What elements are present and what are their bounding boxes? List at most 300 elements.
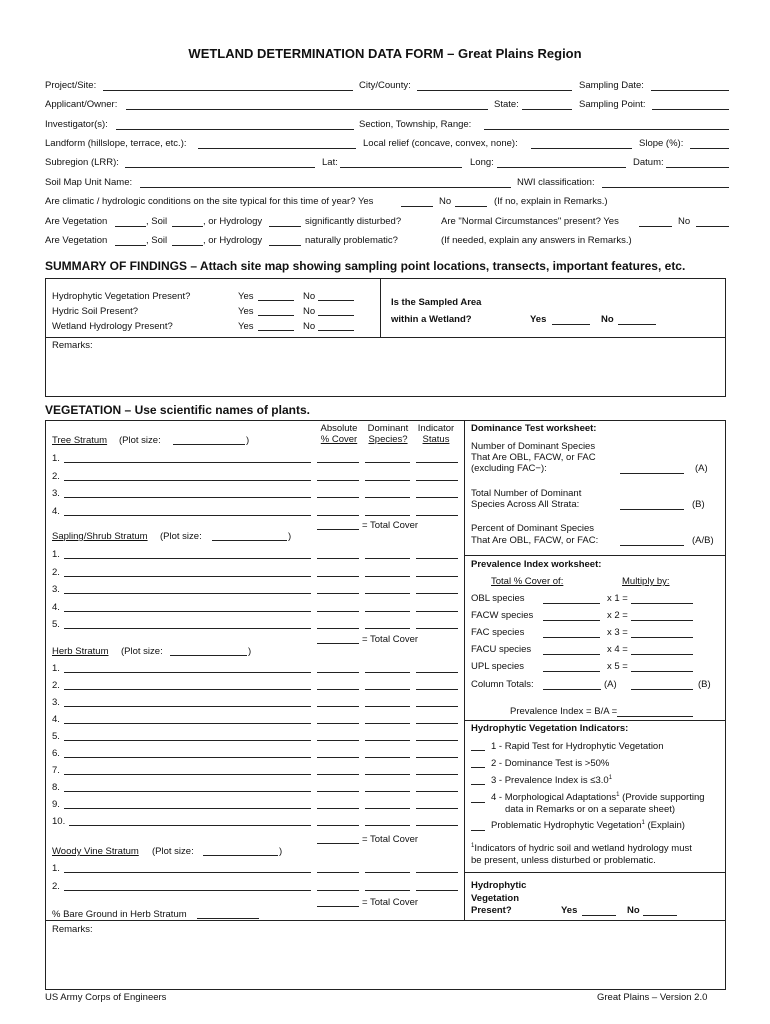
climatic-no-label: No xyxy=(439,196,452,207)
herb-row-number: 7. xyxy=(52,765,60,776)
tree-dominant-field[interactable] xyxy=(365,462,410,463)
vegetation-vdivider xyxy=(464,420,465,920)
herb-species-field[interactable] xyxy=(69,825,311,826)
dominance-a-3: (excluding FAC−): xyxy=(471,463,547,474)
sapling-indicator-field[interactable] xyxy=(416,593,458,594)
prevalence-cover-field[interactable] xyxy=(543,654,600,655)
herb-species-field[interactable] xyxy=(64,774,311,775)
tree-dominant-field[interactable] xyxy=(365,480,410,481)
woody-cover-field[interactable] xyxy=(317,872,359,873)
herb-plot-label: (Plot size: xyxy=(121,646,163,657)
summary-vdivider xyxy=(380,278,381,337)
woody-total-field[interactable] xyxy=(317,906,359,907)
herb-indicator-field[interactable] xyxy=(416,672,458,673)
indicator-5-check[interactable] xyxy=(471,830,485,831)
sapling-dominant-field[interactable] xyxy=(365,593,410,594)
prevalence-multiplier: x 1 = xyxy=(607,593,628,604)
tree-dominant-field[interactable] xyxy=(365,515,410,516)
datum-label: Datum: xyxy=(633,157,664,168)
herb-cover-field[interactable] xyxy=(317,808,359,809)
city-county-label: City/County: xyxy=(359,80,411,91)
dominance-b-field[interactable] xyxy=(620,509,684,510)
sampled-no-field[interactable] xyxy=(618,324,656,325)
prevalence-product-field[interactable] xyxy=(631,637,693,638)
state-label: State: xyxy=(494,99,519,110)
slope-label: Slope (%): xyxy=(639,138,684,149)
woody-cover-field[interactable] xyxy=(317,890,359,891)
prevalence-col-a: Total % Cover of: xyxy=(491,576,564,587)
dominance-title: Dominance Test worksheet: xyxy=(471,423,597,434)
sapling-species-field[interactable] xyxy=(64,628,311,629)
herb-cover-field[interactable] xyxy=(317,706,359,707)
summary-veg-yes: Yes xyxy=(238,291,254,302)
hydrophytic-yes-label: Yes xyxy=(561,905,578,916)
prevalence-cover-field[interactable] xyxy=(543,671,600,672)
sampled-area-label-1: Is the Sampled Area xyxy=(391,297,482,308)
herb-dominant-field[interactable] xyxy=(365,757,410,758)
herb-indicator-field[interactable] xyxy=(416,740,458,741)
prevalence-cover-field[interactable] xyxy=(543,637,600,638)
woody-indicator-field[interactable] xyxy=(416,890,458,891)
sapling-row-number: 4. xyxy=(52,601,60,613)
applicant-label: Applicant/Owner: xyxy=(45,99,118,110)
herb-species-field[interactable] xyxy=(64,689,311,690)
tree-plot-label: (Plot size: xyxy=(119,435,161,446)
sapling-species-field[interactable] xyxy=(64,593,311,594)
herb-dominant-field[interactable] xyxy=(365,706,410,707)
herb-dominant-field[interactable] xyxy=(365,791,410,792)
tree-total-label: = Total Cover xyxy=(362,520,419,531)
woody-plot-label: (Plot size: xyxy=(152,846,194,857)
indicator-2-label: 2 - Dominance Test is >50% xyxy=(491,758,610,769)
local-relief-field[interactable] xyxy=(531,148,632,149)
indicator-3-sup: 1 xyxy=(608,775,613,781)
column-totals-label: Column Totals: xyxy=(471,679,534,690)
indicator-1-check[interactable] xyxy=(471,750,485,751)
herb-species-field[interactable] xyxy=(64,740,311,741)
summary-soil-no: No xyxy=(303,306,316,317)
woody-indicator-field[interactable] xyxy=(416,872,458,873)
indicator-5-sup: 1 xyxy=(641,820,645,826)
summary-soil-no-field[interactable] xyxy=(318,315,354,316)
indicator-4-check[interactable] xyxy=(471,802,485,803)
herb-indicator-field[interactable] xyxy=(416,774,458,775)
indicator-4-label-2: data in Remarks or on a separate sheet) xyxy=(505,804,676,815)
slope-field[interactable] xyxy=(690,148,729,149)
normal-yes-field[interactable] xyxy=(639,226,672,227)
sapling-stratum-label: Sapling/Shrub Stratum xyxy=(52,531,148,542)
herb-species-field[interactable] xyxy=(64,808,311,809)
dominance-a-1: Number of Dominant Species xyxy=(471,441,596,452)
dominance-divider xyxy=(464,555,726,556)
indicator-3-check[interactable] xyxy=(471,784,485,785)
col-absolute-1: Absolute xyxy=(320,423,358,434)
climatic-no-field[interactable] xyxy=(455,206,487,207)
tree-cover-field[interactable] xyxy=(317,462,359,463)
prevalence-index-label: Prevalence Index = B/A = xyxy=(510,706,618,717)
herb-plot-close: ) xyxy=(248,646,252,657)
herb-row-number: 4. xyxy=(52,714,60,725)
herb-cover-field[interactable] xyxy=(317,774,359,775)
sapling-total-field[interactable] xyxy=(317,643,359,644)
sapling-plot-field[interactable] xyxy=(212,540,287,541)
summary-hydro-label: Wetland Hydrology Present? xyxy=(52,321,173,332)
state-field[interactable] xyxy=(522,109,572,110)
tree-stratum-label: Tree Stratum xyxy=(52,435,108,446)
tree-row-number: 3. xyxy=(52,488,60,499)
prevalence-row-label: OBL species xyxy=(471,593,525,604)
col-indicator-1: Indicator xyxy=(417,423,455,434)
summary-hydro-no-field[interactable] xyxy=(318,330,354,331)
footer-right: Great Plains – Version 2.0 xyxy=(597,992,708,1003)
datum-field[interactable] xyxy=(666,167,729,168)
prevalence-title: Prevalence Index worksheet: xyxy=(471,559,602,570)
summary-hydro-yes-field[interactable] xyxy=(258,330,294,331)
indicator-5-label: Problematic Hydrophytic Vegetation$^1$ (Explain) xyxy=(491,820,685,832)
indicator-4-sup: 1 xyxy=(616,792,620,798)
prevalence-multiplier: x 5 = xyxy=(607,661,628,672)
summary-veg-label: Hydrophytic Vegetation Present? xyxy=(52,291,191,302)
herb-cover-field[interactable] xyxy=(317,689,359,690)
herb-cover-field[interactable] xyxy=(317,757,359,758)
sampling-date-label: Sampling Date: xyxy=(579,80,644,91)
dominance-a-2: That Are OBL, FACW, or FAC xyxy=(471,452,596,463)
bare-ground-field[interactable] xyxy=(197,918,259,919)
summary-divider xyxy=(45,337,726,338)
indicator-4-label: 4 - Morphological Adaptations$^1$ (Provide supporting xyxy=(491,792,705,804)
column-totals-b-field[interactable] xyxy=(631,689,693,690)
hydrophytic-yes-field[interactable] xyxy=(582,915,616,916)
sapling-plot-label: (Plot size: xyxy=(160,531,202,542)
sampling-point-field[interactable] xyxy=(652,109,729,110)
tree-species-field[interactable] xyxy=(64,480,311,481)
herb-indicator-field[interactable] xyxy=(416,757,458,758)
herb-cover-field[interactable] xyxy=(317,791,359,792)
herb-species-field[interactable] xyxy=(64,706,311,707)
dominance-a-tag: (A) xyxy=(695,463,708,474)
climatic-question: Are climatic / hydrologic conditions on the site typical for this time of year? Yes xyxy=(45,196,374,207)
dominance-c-2: That Are OBL, FACW, or FAC: xyxy=(471,535,599,546)
form-title: WETLAND DETERMINATION DATA FORM – Great Plains Region xyxy=(188,46,582,61)
column-totals-b-tag: (B) xyxy=(698,679,711,690)
sapling-dominant-field[interactable] xyxy=(365,611,410,612)
indicators-note-2: be present, unless disturbed or problematic. xyxy=(471,855,656,866)
sapling-dominant-field[interactable] xyxy=(365,628,410,629)
col-indicator-2: Status xyxy=(422,434,450,445)
summary-hydro-no: No xyxy=(303,321,316,332)
hydro-disturbed-label: , or Hydrology xyxy=(203,216,263,227)
veg-disturbed-field[interactable] xyxy=(115,226,146,227)
herb-dominant-field[interactable] xyxy=(365,723,410,724)
sapling-indicator-field[interactable] xyxy=(416,628,458,629)
woody-species-field[interactable] xyxy=(64,872,311,873)
sapling-indicator-field[interactable] xyxy=(416,558,458,559)
dominance-c-field[interactable] xyxy=(620,545,684,546)
sapling-row-number: 2. xyxy=(52,566,60,578)
dominance-b-tag: (B) xyxy=(692,499,705,510)
herb-species-field[interactable] xyxy=(64,723,311,724)
summary-veg-no-field[interactable] xyxy=(318,300,354,301)
long-field[interactable] xyxy=(497,167,626,168)
woody-dominant-field[interactable] xyxy=(365,890,410,891)
sapling-row-number: 3. xyxy=(52,584,60,595)
herb-cover-field[interactable] xyxy=(317,825,359,826)
soil-map-field[interactable] xyxy=(140,187,511,188)
sampled-no-label: No xyxy=(601,314,614,325)
sampling-date-field[interactable] xyxy=(651,90,729,91)
investigators-field[interactable] xyxy=(116,129,354,130)
lat-label: Lat: xyxy=(322,157,338,168)
prevalence-product-field[interactable] xyxy=(631,603,693,604)
normal-no-field[interactable] xyxy=(696,226,729,227)
indicators-divider xyxy=(464,872,726,873)
herb-row-number: 10. xyxy=(52,816,66,827)
project-site-label: Project/Site: xyxy=(45,80,97,91)
herb-row-number: 9. xyxy=(52,799,60,810)
city-county-field[interactable] xyxy=(417,90,572,91)
hydro-disturbed-field[interactable] xyxy=(269,226,301,227)
problematic-text: naturally problematic? xyxy=(305,235,398,246)
soil-problematic-field[interactable] xyxy=(172,245,203,246)
footer-left: US Army Corps of Engineers xyxy=(45,992,167,1003)
project-site-field[interactable] xyxy=(103,90,353,91)
hydro-problematic-field[interactable] xyxy=(269,245,301,246)
tree-species-field[interactable] xyxy=(64,462,311,463)
vegetation-heading: VEGETATION – Use scientific names of plants. xyxy=(45,403,310,417)
prevalence-multiplier: x 4 = xyxy=(607,644,628,655)
herb-total-field[interactable] xyxy=(317,843,359,844)
sapling-plot-close: ) xyxy=(288,531,292,542)
veg-disturbed-label: Are Vegetation xyxy=(45,216,108,227)
herb-row-number: 1. xyxy=(52,663,60,674)
woody-row-number: 2. xyxy=(52,880,60,892)
sapling-cover-field[interactable] xyxy=(317,593,359,594)
woody-total-label: = Total Cover xyxy=(362,897,419,908)
herb-dominant-field[interactable] xyxy=(365,672,410,673)
herb-cover-field[interactable] xyxy=(317,723,359,724)
tree-plot-close: ) xyxy=(246,435,250,446)
herb-dominant-field[interactable] xyxy=(365,808,410,809)
sapling-row-number: 1. xyxy=(52,549,60,560)
summary-remarks-area[interactable] xyxy=(52,350,722,394)
prevalence-cover-field[interactable] xyxy=(543,620,600,621)
landform-field[interactable] xyxy=(198,148,356,149)
sapling-cover-field[interactable] xyxy=(317,628,359,629)
tree-dominant-field[interactable] xyxy=(365,497,410,498)
herb-stratum-label: Herb Stratum xyxy=(52,646,109,657)
normal-no-label: No xyxy=(678,216,691,227)
summary-heading: SUMMARY OF FINDINGS – Attach site map showing sampling point locations, transects, important features, etc. xyxy=(45,259,686,273)
herb-indicator-field[interactable] xyxy=(416,791,458,792)
section-field[interactable] xyxy=(484,129,729,130)
herb-row-number: 5. xyxy=(52,731,60,742)
herb-indicator-field[interactable] xyxy=(416,825,458,826)
local-relief-label: Local relief (concave, convex, none): xyxy=(363,138,518,149)
woody-row-number: 1. xyxy=(52,863,60,874)
herb-dominant-field[interactable] xyxy=(365,825,410,826)
subregion-label: Subregion (LRR): xyxy=(45,157,119,168)
prevalence-cover-field[interactable] xyxy=(543,603,600,604)
tree-cover-field[interactable] xyxy=(317,515,359,516)
tree-row-number: 2. xyxy=(52,470,60,482)
woody-stratum-label: Woody Vine Stratum xyxy=(52,846,139,857)
hydrophytic-label-2: Vegetation xyxy=(471,893,520,904)
summary-soil-label: Hydric Soil Present? xyxy=(52,306,139,317)
lat-field[interactable] xyxy=(340,167,462,168)
woody-dominant-field[interactable] xyxy=(365,872,410,873)
woody-plot-field[interactable] xyxy=(203,855,278,856)
hydrophytic-no-field[interactable] xyxy=(643,915,677,916)
herb-row-number: 2. xyxy=(52,680,60,691)
sapling-cover-field[interactable] xyxy=(317,558,359,559)
dominance-a-field[interactable] xyxy=(620,473,684,474)
indicator-3-label: 3 - Prevalence Index is $\le 3.0^1$ xyxy=(491,775,613,787)
veg-remarks-area[interactable] xyxy=(52,936,722,986)
herb-plot-field[interactable] xyxy=(170,655,247,656)
woody-species-field[interactable] xyxy=(64,890,311,891)
dominance-b-1: Total Number of Dominant xyxy=(471,488,582,499)
veg-problematic-label: Are Vegetation xyxy=(45,235,108,246)
hydrophytic-label-1: Hydrophytic xyxy=(471,880,527,891)
applicant-field[interactable] xyxy=(126,109,488,110)
col-dominant-2: Species? xyxy=(368,434,408,445)
prevalence-row-label: UPL species xyxy=(471,661,524,672)
herb-total-label: = Total Cover xyxy=(362,834,419,845)
sampled-yes-label: Yes xyxy=(530,314,547,325)
tree-row-number: 1. xyxy=(52,453,60,464)
prevalence-row-label: FACU species xyxy=(471,644,532,655)
dominance-b-2: Species Across All Strata: xyxy=(471,499,580,510)
sampled-area-label-2: within a Wetland? xyxy=(391,314,472,325)
herb-row-number: 8. xyxy=(52,782,60,793)
tree-indicator-field[interactable] xyxy=(416,462,458,463)
soil-disturbed-label: , Soil xyxy=(146,216,168,227)
herb-cover-field[interactable] xyxy=(317,740,359,741)
col-absolute-2: % Cover xyxy=(320,434,358,445)
summary-veg-yes-field[interactable] xyxy=(258,300,294,301)
veg-problematic-field[interactable] xyxy=(115,245,146,246)
landform-label: Landform (hillslope, terrace, etc.): xyxy=(45,138,187,149)
tree-cover-field[interactable] xyxy=(317,497,359,498)
prevalence-row-label: FAC species xyxy=(471,627,525,638)
subregion-field[interactable] xyxy=(125,167,315,168)
tree-plot-field[interactable] xyxy=(173,444,245,445)
woody-plot-close: ) xyxy=(279,846,283,857)
dominance-c-tag: (A/B) xyxy=(692,535,714,546)
tree-indicator-field[interactable] xyxy=(416,515,458,516)
hydrophytic-no-label: No xyxy=(627,905,640,916)
herb-species-field[interactable] xyxy=(64,672,311,673)
indicators-note-1: $^1$Indicators of hydric soil and wetland hydrology must xyxy=(471,843,692,855)
investigators-label: Investigator(s): xyxy=(45,119,108,130)
nwi-label: NWI classification: xyxy=(517,177,595,188)
prevalence-product-field[interactable] xyxy=(631,654,693,655)
sapling-indicator-field[interactable] xyxy=(416,611,458,612)
herb-dominant-field[interactable] xyxy=(365,689,410,690)
prevalence-product-field[interactable] xyxy=(631,671,693,672)
soil-map-label: Soil Map Unit Name: xyxy=(45,177,133,188)
tree-cover-field[interactable] xyxy=(317,480,359,481)
prevalence-col-b: Multiply by: xyxy=(622,576,670,587)
sapling-indicator-field[interactable] xyxy=(416,576,458,577)
summary-soil-yes-field[interactable] xyxy=(258,315,294,316)
prevalence-product-field[interactable] xyxy=(631,620,693,621)
sapling-cover-field[interactable] xyxy=(317,576,359,577)
sapling-dominant-field[interactable] xyxy=(365,558,410,559)
herb-indicator-field[interactable] xyxy=(416,689,458,690)
summary-veg-no: No xyxy=(303,291,316,302)
prevalence-divider xyxy=(464,720,726,721)
tree-species-field[interactable] xyxy=(64,497,311,498)
herb-cover-field[interactable] xyxy=(317,672,359,673)
herb-dominant-field[interactable] xyxy=(365,774,410,775)
sapling-species-field[interactable] xyxy=(64,611,311,612)
hydro-problematic-label: , or Hydrology xyxy=(203,235,263,246)
summary-hydro-yes: Yes xyxy=(238,321,254,332)
herb-species-field[interactable] xyxy=(64,791,311,792)
long-label: Long: xyxy=(470,157,494,168)
sampled-yes-field[interactable] xyxy=(552,324,590,325)
sapling-species-field[interactable] xyxy=(64,576,311,577)
sapling-row-number: 5. xyxy=(52,619,60,630)
climatic-note: (If no, explain in Remarks.) xyxy=(494,196,608,207)
indicators-note-sup: 1 xyxy=(471,843,475,849)
sampling-point-label: Sampling Point: xyxy=(579,99,646,110)
veg-remarks-label: Remarks: xyxy=(52,924,93,935)
disturbed-text: significantly disturbed? xyxy=(305,216,402,227)
herb-indicator-field[interactable] xyxy=(416,808,458,809)
tree-species-field[interactable] xyxy=(64,515,311,516)
soil-problematic-label: , Soil xyxy=(146,235,168,246)
summary-soil-yes: Yes xyxy=(238,306,254,317)
nwi-field[interactable] xyxy=(602,187,729,188)
indicator-1-label: 1 - Rapid Test for Hydrophytic Vegetation xyxy=(491,741,664,752)
herb-row-number: 3. xyxy=(52,697,60,708)
vegetation-remarks-divider xyxy=(45,920,726,921)
prevalence-multiplier: x 3 = xyxy=(607,627,628,638)
indicator-2-check[interactable] xyxy=(471,767,485,768)
hydrophytic-label-3: Present? xyxy=(471,905,512,916)
sapling-cover-field[interactable] xyxy=(317,611,359,612)
tree-row-number: 4. xyxy=(52,505,60,517)
dominance-c-1: Percent of Dominant Species xyxy=(471,523,595,534)
herb-indicator-field[interactable] xyxy=(416,706,458,707)
explain-note: (If needed, explain any answers in Remarks.) xyxy=(441,235,632,246)
normal-circumstances-label: Are "Normal Circumstances" present? Yes xyxy=(441,216,619,227)
tree-total-field[interactable] xyxy=(317,529,359,530)
section-label: Section, Township, Range: xyxy=(359,119,472,130)
summary-remarks-label: Remarks: xyxy=(52,340,93,351)
bare-ground-label: % Bare Ground in Herb Stratum xyxy=(52,909,187,920)
column-totals-a-field[interactable] xyxy=(543,689,601,690)
herb-species-field[interactable] xyxy=(64,757,311,758)
prevalence-multiplier: x 2 = xyxy=(607,610,628,621)
prevalence-index-field[interactable] xyxy=(617,716,693,717)
indicators-title: Hydrophytic Vegetation Indicators: xyxy=(471,723,629,734)
sapling-species-field[interactable] xyxy=(64,558,311,559)
prevalence-row-label: FACW species xyxy=(471,610,534,621)
sapling-total-label: = Total Cover xyxy=(362,634,419,645)
herb-dominant-field[interactable] xyxy=(365,740,410,741)
tree-indicator-field[interactable] xyxy=(416,497,458,498)
col-dominant-1: Dominant xyxy=(367,423,409,434)
column-totals-a-tag: (A) xyxy=(604,679,617,690)
tree-indicator-field[interactable] xyxy=(416,480,458,481)
herb-indicator-field[interactable] xyxy=(416,723,458,724)
climatic-yes-field[interactable] xyxy=(401,206,433,207)
soil-disturbed-field[interactable] xyxy=(172,226,203,227)
sapling-dominant-field[interactable] xyxy=(365,576,410,577)
